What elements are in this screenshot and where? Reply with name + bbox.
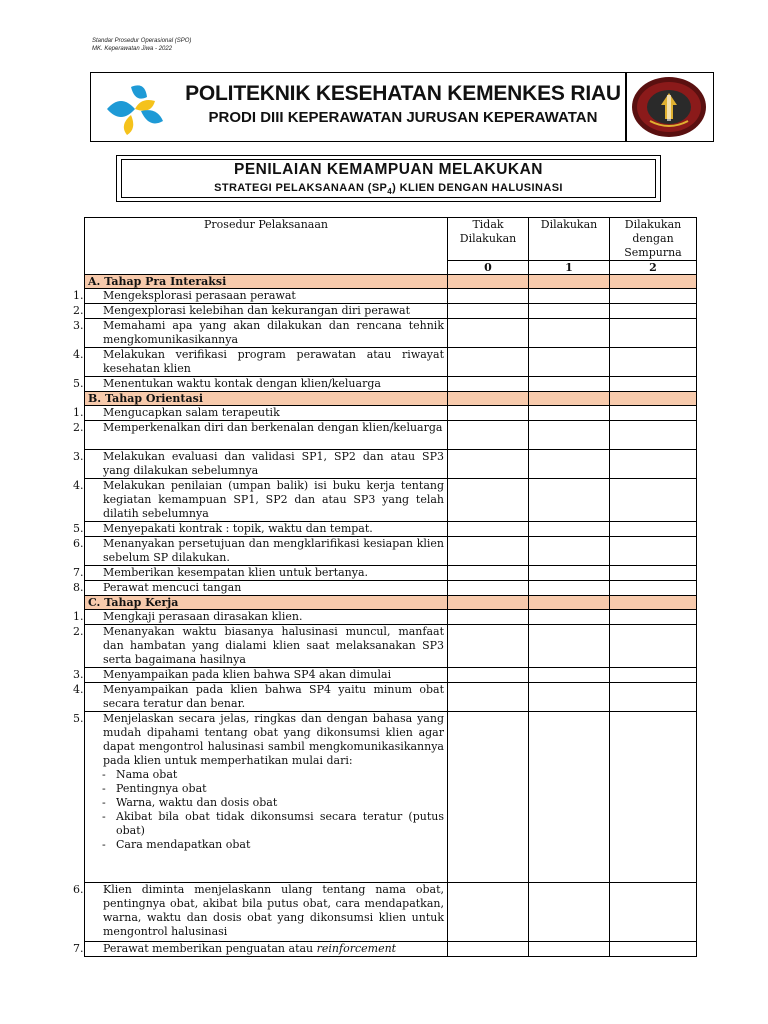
- check-done-perfect[interactable]: [610, 668, 697, 683]
- kemenkes-logo-icon: [101, 79, 179, 137]
- sub-item: - Nama obat: [102, 768, 178, 781]
- table-row: [85, 625, 697, 668]
- check-not-done[interactable]: [448, 450, 529, 479]
- item-number: 3.: [73, 319, 84, 332]
- check-not-done[interactable]: [448, 406, 529, 421]
- header-done: Dilakukan: [529, 218, 610, 261]
- check-done-perfect[interactable]: [610, 712, 697, 883]
- item-number: 2.: [73, 304, 84, 317]
- check-not-done[interactable]: [448, 289, 529, 304]
- table-row: [85, 406, 697, 421]
- sub-item-text: Cara mendapatkan obat: [116, 838, 251, 851]
- sub-item: - Warna, waktu dan dosis obat: [102, 796, 278, 809]
- item-number: 8.: [73, 581, 84, 594]
- check-done-perfect[interactable]: [610, 377, 697, 392]
- section-cell: [610, 275, 697, 289]
- check-done-perfect[interactable]: [610, 479, 697, 522]
- procedure-item: [73, 566, 448, 581]
- item-text: Menyampaikan pada klien bahwa SP4 yaitu minum obat secara teratur dan benar.: [103, 683, 444, 710]
- item-number: 7.: [73, 942, 84, 955]
- table-row: [85, 479, 697, 522]
- check-not-done[interactable]: [448, 883, 529, 942]
- procedure-item: [73, 668, 448, 683]
- procedure-item: [73, 712, 448, 883]
- section-title: A. Tahap Pra Interaksi: [85, 275, 448, 289]
- check-done[interactable]: [529, 610, 610, 625]
- check-done-perfect[interactable]: [610, 610, 697, 625]
- procedure-item: [73, 348, 448, 377]
- item-text: Menanyakan persetujuan dan mengklarifikasi kesiapan klien sebelum SP dilakukan.: [103, 537, 444, 564]
- check-not-done[interactable]: [448, 537, 529, 566]
- procedure-item: [73, 610, 448, 625]
- table-row: [85, 942, 697, 957]
- check-done-perfect[interactable]: [610, 942, 697, 957]
- item-number: 4.: [73, 683, 84, 696]
- procedure-item: [73, 304, 448, 319]
- procedure-item: [73, 581, 448, 596]
- table-row: [85, 319, 697, 348]
- check-done[interactable]: [529, 304, 610, 319]
- procedure-item: [73, 522, 448, 537]
- item-text: Menjelaskan secara jelas, ringkas dan dengan bahasa yang mudah dipahami tentang obat yang dikonsumsi klien agar dapat mengontrol halusinasi sambil mengkomunikasikannya pada klien untuk memperhatikan mulai dari:: [103, 712, 444, 767]
- item-text: Mengeksplorasi perasaan perawat: [103, 289, 296, 302]
- procedure-item: [73, 289, 448, 304]
- check-done-perfect[interactable]: [610, 450, 697, 479]
- check-done[interactable]: [529, 319, 610, 348]
- check-not-done[interactable]: [448, 712, 529, 883]
- check-done[interactable]: [529, 537, 610, 566]
- item-number: 2.: [73, 625, 84, 638]
- item-text: Mengexplorasi kelebihan dan kekurangan diri perawat: [103, 304, 411, 317]
- item-text: Menyampaikan pada klien bahwa SP4 akan dimulai: [103, 668, 392, 681]
- sub-item-text: Pentingnya obat: [116, 782, 207, 795]
- check-done[interactable]: [529, 625, 610, 668]
- item-number: 4.: [73, 479, 84, 492]
- section-cell: [610, 392, 697, 406]
- check-not-done[interactable]: [448, 566, 529, 581]
- item-number: 1.: [73, 610, 84, 623]
- table-row: [85, 668, 697, 683]
- header-procedure: Prosedur Pelaksanaan: [85, 218, 448, 275]
- check-done-perfect[interactable]: [610, 319, 697, 348]
- item-number: 4.: [73, 348, 84, 361]
- section-header: [85, 596, 697, 610]
- item-number: 1.: [73, 406, 84, 419]
- check-done[interactable]: [529, 566, 610, 581]
- item-number: 3.: [73, 668, 84, 681]
- check-not-done[interactable]: [448, 522, 529, 537]
- item-number: 6.: [73, 883, 84, 896]
- check-not-done[interactable]: [448, 610, 529, 625]
- check-done-perfect[interactable]: [610, 683, 697, 712]
- assessment-table: [73, 217, 697, 957]
- section-title: B. Tahap Orientasi: [85, 392, 448, 406]
- check-done-perfect[interactable]: [610, 625, 697, 668]
- header-divider: [625, 72, 627, 142]
- sub-item-text: Warna, waktu dan dosis obat: [116, 796, 278, 809]
- table-row: [85, 450, 697, 479]
- section-header: [85, 392, 697, 406]
- item-number: 2.: [73, 421, 84, 434]
- check-not-done[interactable]: [448, 683, 529, 712]
- item-text: Melakukan evaluasi dan validasi SP1, SP2 dan atau SP3 yang dilakukan sebelumnya: [103, 450, 444, 477]
- check-done-perfect[interactable]: [610, 406, 697, 421]
- check-done[interactable]: [529, 522, 610, 537]
- poltekkes-emblem-icon: [630, 75, 708, 139]
- sub-item-text: Nama obat: [116, 768, 178, 781]
- check-done-perfect[interactable]: [610, 581, 697, 596]
- procedure-item: [73, 377, 448, 392]
- item-text: Perawat memberikan penguatan atau: [103, 942, 314, 955]
- table-row: [85, 289, 697, 304]
- table-row: [85, 348, 697, 377]
- check-done[interactable]: [529, 289, 610, 304]
- check-done-perfect[interactable]: [610, 883, 697, 942]
- section-cell: [610, 596, 697, 610]
- sub-item: - Cara mendapatkan obat: [102, 838, 251, 851]
- doc-note-spo: Standar Prosedur Operasional (SPO): [92, 38, 192, 44]
- section-cell: [448, 275, 529, 289]
- item-number: 6.: [73, 537, 84, 550]
- form-title: PENILAIAN KEMAMPUAN MELAKUKAN: [234, 161, 543, 178]
- check-not-done[interactable]: [448, 377, 529, 392]
- check-done-perfect[interactable]: [610, 421, 697, 450]
- check-done-perfect[interactable]: [610, 348, 697, 377]
- table-row: [85, 683, 697, 712]
- sub-item: - Akibat bila obat tidak dikonsumsi secara teratur (putus obat): [102, 810, 444, 837]
- table-row: [85, 610, 697, 625]
- table-row: [85, 377, 697, 392]
- item-text: Melakukan penilaian (umpan balik) isi buku kerja tentang kegiatan kemampuan SP1, SP2 dan atau SP3 yang telah dilatih sebelumnya: [103, 479, 444, 520]
- procedure-item: [73, 406, 448, 421]
- check-done[interactable]: [529, 942, 610, 957]
- form-subtitle: STRATEGI PELAKSANAAN $(SP_4)$ KLIEN DENGAN HALUSINASI: [214, 182, 563, 197]
- item-text: Perawat mencuci tangan: [103, 581, 242, 594]
- item-number: 5.: [73, 377, 84, 390]
- section-cell: [529, 275, 610, 289]
- score-1: 1: [529, 261, 610, 275]
- procedure-item: [73, 683, 448, 712]
- section-cell: [529, 596, 610, 610]
- item-text: Memahami apa yang akan dilakukan dan rencana tehnik mengkomunikasikannya: [103, 319, 444, 346]
- check-done-perfect[interactable]: [610, 537, 697, 566]
- item-number: 1.: [73, 289, 84, 302]
- procedure-item: [73, 883, 448, 942]
- section-cell: [529, 392, 610, 406]
- check-not-done[interactable]: [448, 319, 529, 348]
- check-not-done[interactable]: [448, 625, 529, 668]
- section-cell: [448, 392, 529, 406]
- table-row: [85, 522, 697, 537]
- procedure-item: [73, 942, 448, 957]
- sub-item: - Pentingnya obat: [102, 782, 207, 795]
- check-not-done[interactable]: [448, 304, 529, 319]
- item-text: Melakukan verifikasi program perawatan atau riwayat kesehatan klien: [103, 348, 444, 375]
- check-done-perfect[interactable]: [610, 522, 697, 537]
- item-text: Klien diminta menjelaskann ulang tentang nama obat, pentingnya obat, akibat bila putus obat, cara mendapatkan, warna, waktu dan dosis obat yang dikonsumsi klien untuk mengontrol halusinasi: [103, 883, 444, 938]
- item-text: Mengucapkan salam terapeutik: [103, 406, 280, 419]
- check-not-done[interactable]: [448, 581, 529, 596]
- check-done[interactable]: [529, 683, 610, 712]
- procedure-item: [73, 450, 448, 479]
- program-name: PRODI DIII KEPERAWATAN JURUSAN KEPERAWATAN: [208, 109, 598, 126]
- item-number: 5.: [73, 712, 84, 725]
- check-not-done[interactable]: [448, 942, 529, 957]
- header-not-done: Tidak Dilakukan: [448, 218, 529, 261]
- check-done[interactable]: [529, 348, 610, 377]
- check-done[interactable]: [529, 377, 610, 392]
- table-row: [85, 712, 697, 883]
- procedure-item: [73, 421, 448, 450]
- item-text: Mengkaji perasaan dirasakan klien.: [103, 610, 303, 623]
- check-done[interactable]: [529, 450, 610, 479]
- procedure-item: [73, 625, 448, 668]
- procedure-item: [73, 479, 448, 522]
- check-done-perfect[interactable]: [610, 304, 697, 319]
- check-done[interactable]: [529, 712, 610, 883]
- procedure-item: [73, 537, 448, 566]
- check-done-perfect[interactable]: [610, 566, 697, 581]
- score-2: 2: [610, 261, 697, 275]
- procedure-item: [73, 319, 448, 348]
- table-row: [85, 421, 697, 450]
- item-number: 3.: [73, 450, 84, 463]
- table-row: [85, 304, 697, 319]
- score-0: 0: [448, 261, 529, 275]
- item-text: Menanyakan waktu biasanya halusinasi muncul, manfaat dan hambatan yang dialami klien saat melaksanakan SP3 serta bagaimana hasilnya: [103, 625, 444, 666]
- table-row: [85, 566, 697, 581]
- item-text: Memperkenalkan diri dan berkenalan dengan klien/keluarga: [103, 421, 443, 434]
- institution-name: POLITEKNIK KESEHATAN KEMENKES RIAU: [185, 82, 621, 105]
- section-cell: [448, 596, 529, 610]
- check-done[interactable]: [529, 406, 610, 421]
- check-not-done[interactable]: [448, 668, 529, 683]
- table-row: [85, 581, 697, 596]
- check-done[interactable]: [529, 883, 610, 942]
- check-done-perfect[interactable]: [610, 289, 697, 304]
- item-number: 5.: [73, 522, 84, 535]
- item-text: Memberikan kesempatan klien untuk bertanya.: [103, 566, 369, 579]
- sub-item-text: Akibat bila obat tidak dikonsumsi secara teratur (putus obat): [116, 810, 444, 837]
- item-text: Menyepakati kontrak : topik, waktu dan tempat.: [103, 522, 373, 535]
- check-not-done[interactable]: [448, 479, 529, 522]
- item-text: Menentukan waktu kontak dengan klien/keluarga: [103, 377, 381, 390]
- table-row: [85, 537, 697, 566]
- item-text-italic: reinforcement: [316, 942, 397, 955]
- section-title: C. Tahap Kerja: [85, 596, 448, 610]
- section-header: [85, 275, 697, 289]
- check-done[interactable]: [529, 581, 610, 596]
- check-done[interactable]: [529, 479, 610, 522]
- check-not-done[interactable]: [448, 348, 529, 377]
- doc-note-course: MK. Keperawatan Jiwa - 2022: [92, 46, 173, 52]
- header-done-perfect: Dilakukan dengan Sempurna: [610, 218, 697, 261]
- check-not-done[interactable]: [448, 421, 529, 450]
- check-done[interactable]: [529, 421, 610, 450]
- table-row: [85, 883, 697, 942]
- item-number: 7.: [73, 566, 84, 579]
- check-done[interactable]: [529, 668, 610, 683]
